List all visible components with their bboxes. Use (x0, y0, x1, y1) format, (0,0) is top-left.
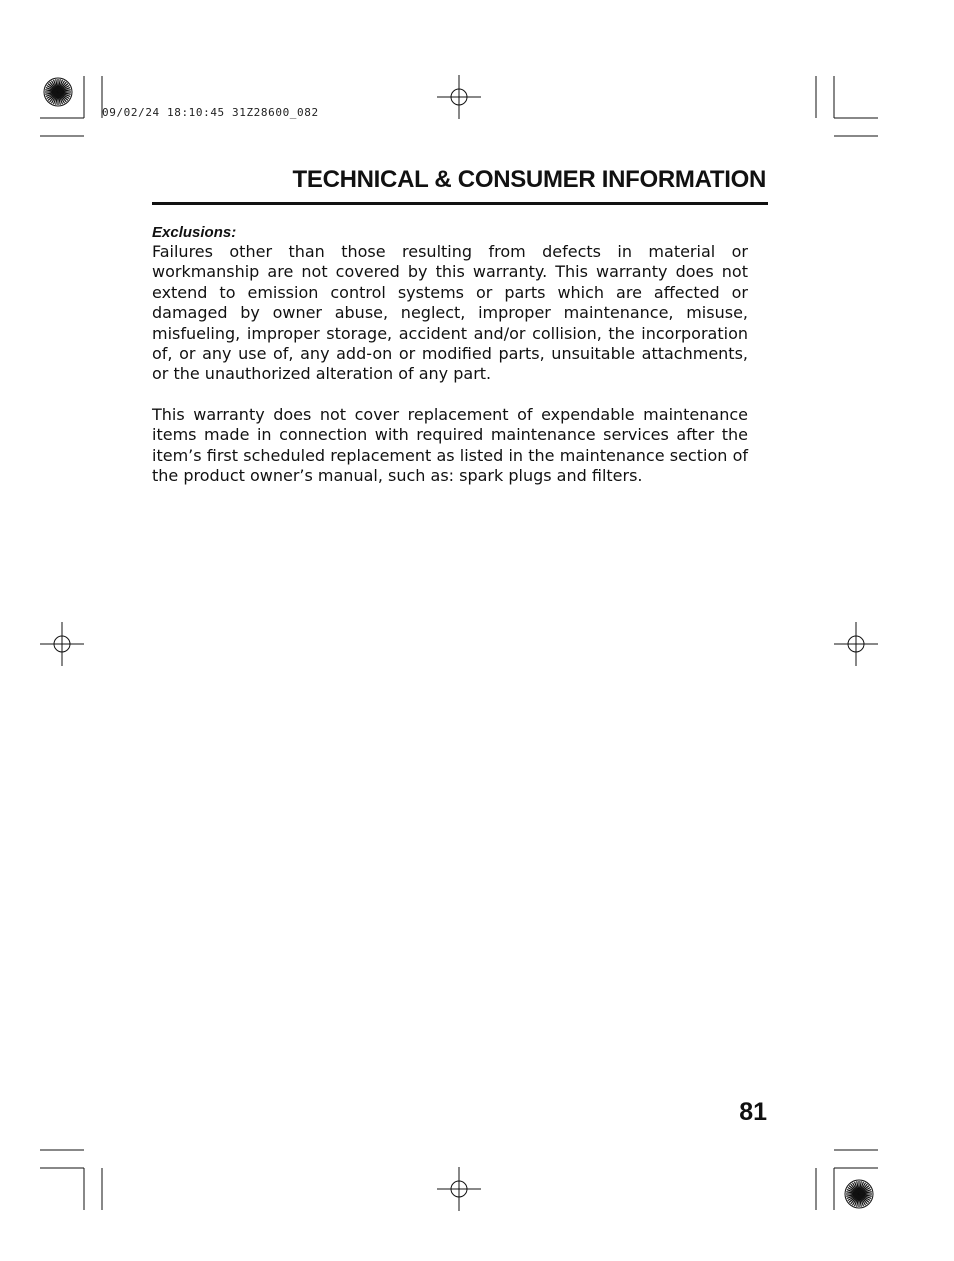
print-timestamp: 09/02/24 18:10:45 31Z28600_082 (102, 106, 319, 119)
registration-target-right (834, 622, 878, 666)
section-heading: Exclusions: (152, 224, 237, 241)
page-header (152, 164, 768, 205)
body-paragraph: This warranty does not cover replacement of expendable maintenance items made in connection with required maintenance services after the item’s first scheduled replacement as listed in the maintenance section of the product owner’s manual, such as: spark plugs and filters. (152, 404, 748, 486)
registration-target-bottom (437, 1167, 481, 1211)
starburst-mark-top-left (44, 78, 72, 106)
registration-target-left (40, 622, 84, 666)
body-paragraph: Failures other than those resulting from defects in material or workmanship are not covered by this warranty. This warranty does not extend to emission control systems or parts which are affected or damaged by owner abuse, neglect, improper maintenance, misuse, misfueling, improper storage, accident and/or collision, the incorporation of, or any use of, any add-on or modified parts, unsuitable attachments, or the unauthorized alteration of any part. (152, 242, 748, 384)
starburst-mark-bottom-right (845, 1180, 873, 1208)
page-title: TECHNICAL & CONSUMER INFORMATION (292, 166, 766, 193)
registration-target-top (437, 75, 481, 119)
page-number: 81 (739, 1098, 767, 1126)
main-content (152, 224, 748, 486)
crop-mark-top-right (816, 76, 878, 136)
crop-mark-bottom-left (40, 1150, 102, 1210)
